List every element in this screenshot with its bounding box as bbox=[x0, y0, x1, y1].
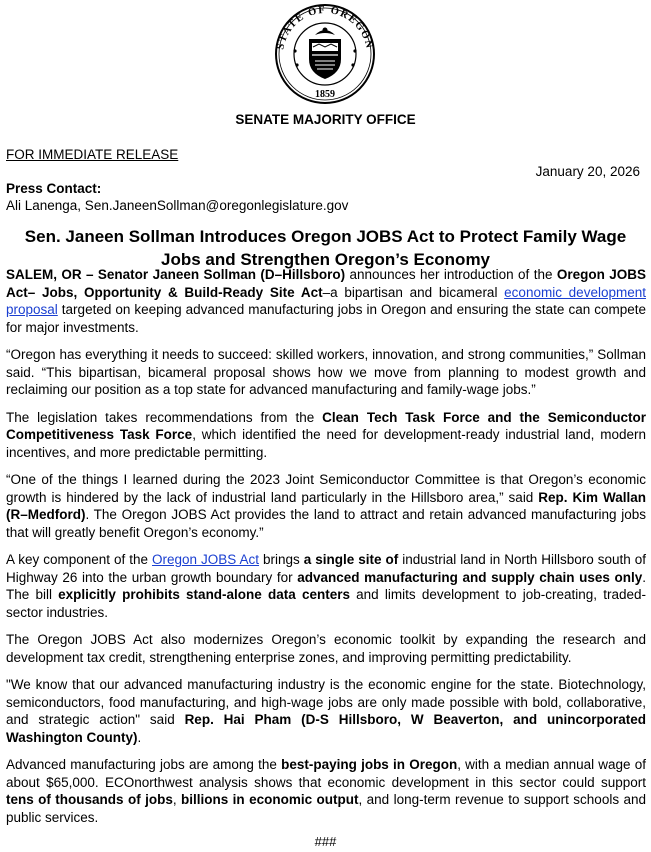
text: industrial land in North Hillsboro south of Highway 26 into the urban growth boundary for bbox=[6, 552, 646, 585]
text: The legislation takes recommendations from the bbox=[6, 409, 323, 425]
text: , bbox=[172, 792, 182, 807]
paragraph-5 bbox=[6, 551, 646, 621]
text: targeted on keeping advanced manufacturing jobs in Oregon and ensuring the state can compete for major investments. bbox=[6, 302, 646, 335]
press-contact: Ali Lanenga, Sen.JaneenSollman@oregonlegislature.gov bbox=[6, 198, 349, 213]
bold-text: a single site of bbox=[303, 552, 399, 567]
dateline: SALEM, OR – Senator Janeen Sollman (D–Hillsboro) bbox=[6, 267, 346, 282]
text: Advanced manufacturing jobs are among the bbox=[6, 757, 282, 772]
paragraph-7 bbox=[6, 676, 646, 746]
headline: Sen. Janeen Sollman Introduces Oregon JOBS Act to Protect Family Wage Jobs and Strengthen Oregon’s Economy bbox=[24, 227, 627, 269]
paragraph-2: “Oregon has everything it needs to succeed: skilled workers, innovation, and strong communities,” Sollman said. “This bipartisan, bicameral proposal shows how we move from planning to modest growth and reclaiming our position as a top state for advanced manufacturing and family-wage jobs.” bbox=[6, 347, 646, 397]
text: A key component of the bbox=[6, 552, 153, 567]
text: , with a median annual wage of about $65,000. ECOnorthwest analysis shows that economic development in this sector could support bbox=[6, 757, 647, 790]
text: . bbox=[137, 729, 142, 745]
oregon-jobs-act-link[interactable]: Oregon JOBS Act bbox=[152, 552, 260, 567]
text: announces her introduction of the bbox=[345, 267, 557, 282]
seal-text: STATE OF OREGON bbox=[275, 4, 375, 51]
bold-text: billions in economic output bbox=[181, 792, 359, 807]
paragraph-4 bbox=[6, 471, 646, 541]
text: and limits development to job-creating, traded-sector industries. bbox=[6, 587, 646, 620]
end-mark: ### bbox=[314, 834, 337, 849]
economic-development-link[interactable]: economic development proposal bbox=[6, 284, 646, 317]
release-date: January 20, 2026 bbox=[535, 164, 640, 179]
release-label: FOR IMMEDIATE RELEASE bbox=[6, 147, 179, 162]
seal-year: 1859 bbox=[315, 89, 335, 100]
article-body bbox=[6, 266, 646, 836]
bold-text: Rep. Hai Pham (D-S Hillsboro, W Beaverton, and unincorporated Washington County) bbox=[6, 712, 646, 745]
text: –a bipartisan and bicameral bbox=[322, 284, 505, 300]
text: . The Oregon JOBS Act provides the land to attract and retain advanced manufacturing jobs that will greatly benefit Oregon’s economy.” bbox=[6, 507, 646, 540]
paragraph-8 bbox=[6, 756, 646, 826]
text: “One of the things I learned during the 2023 Joint Semiconductor Committee is that Oregon’s economic growth is hindered by the lack of industrial land particularly in the Hillsboro area,” said bbox=[6, 472, 646, 505]
bold-text: advanced manufacturing and supply chain uses only bbox=[297, 569, 643, 585]
press-contact-label: Press Contact: bbox=[6, 181, 102, 196]
text: , which identified the need for development-ready industrial land, modern incentives, and more predictable permitting. bbox=[6, 427, 646, 460]
bold-text: explicitly prohibits stand-alone data centers bbox=[58, 587, 350, 602]
bold-text: best-paying jobs in Oregon bbox=[281, 757, 458, 772]
paragraph-3 bbox=[6, 409, 646, 462]
act-name: Oregon JOBS Act– Jobs, Opportunity & Build-Ready Site Act bbox=[6, 267, 647, 300]
state-seal bbox=[269, 3, 381, 105]
text: . The bill bbox=[6, 569, 646, 602]
paragraph-6: The Oregon JOBS Act also modernizes Oregon’s economic toolkit by expanding the research and development tax credit, strengthening enterprise zones, and improving permitting predictability. bbox=[6, 632, 646, 665]
bold-text: Rep. Kim Wallan (R–Medford) bbox=[6, 489, 646, 522]
text: brings bbox=[259, 552, 304, 567]
paragraph-1 bbox=[6, 266, 646, 336]
office-title: SENATE MAJORITY OFFICE bbox=[235, 112, 416, 127]
bold-text: tens of thousands of jobs bbox=[6, 792, 173, 807]
text: "We know that our advanced manufacturing industry is the economic engine for the state. Biotechnology, semiconductors, food manufacturing, and high-wage jobs are only made possible with bold, collaborative, and strategic action" said bbox=[6, 677, 646, 727]
text: , and long-term revenue to support schools and public services. bbox=[6, 792, 646, 825]
bold-text: Clean Tech Task Force and the Semiconductor Competitiveness Task Force bbox=[6, 409, 646, 442]
